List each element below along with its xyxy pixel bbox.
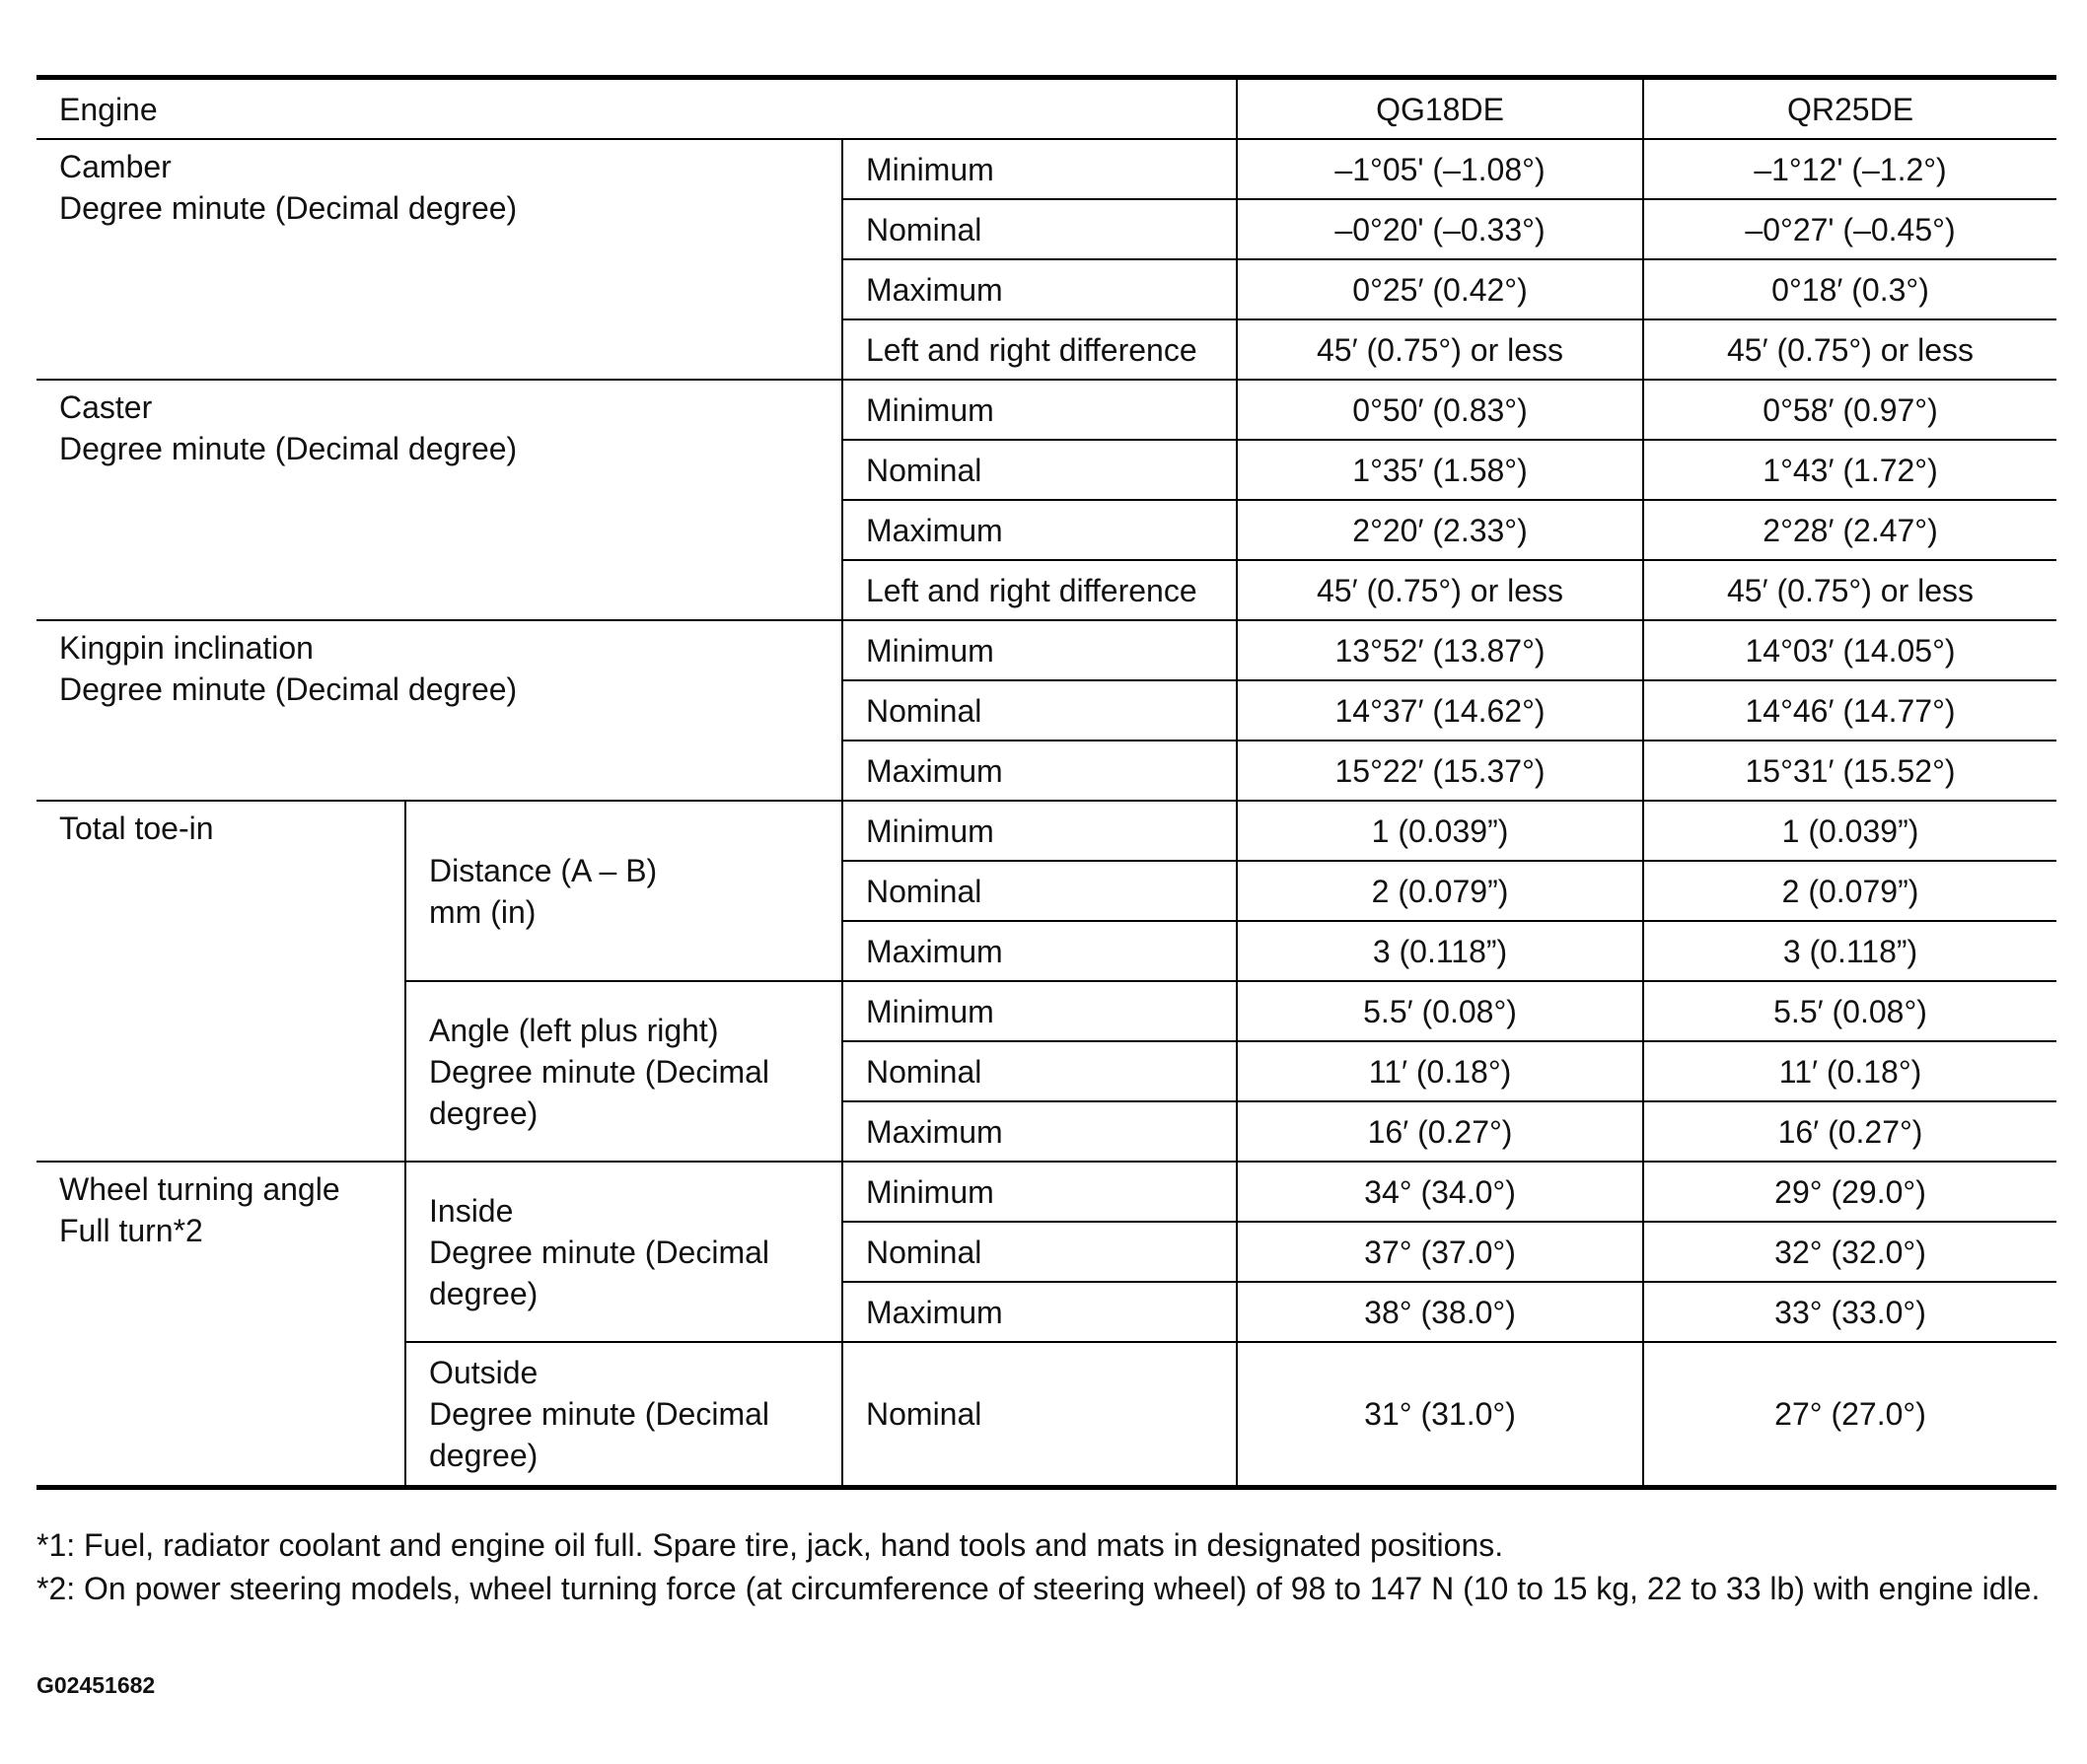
caster-maximum-qr: 2°28′ (2.47°) <box>1643 500 2056 560</box>
wheel-turning-label: Wheel turning angle <box>59 1171 340 1207</box>
caster-label-cell <box>36 380 842 620</box>
toe-distance-row-min <box>36 801 2056 861</box>
kingpin-maximum-label: Maximum <box>842 741 1237 801</box>
toe-distance-maximum-qr: 3 (0.118”) <box>1643 921 2056 981</box>
camber-maximum-label: Maximum <box>842 259 1237 319</box>
camber-maximum-qr: 0°18′ (0.3°) <box>1643 259 2056 319</box>
toe-distance-label: Distance (A – B) <box>429 852 658 888</box>
camber-difference-qr: 45′ (0.75°) or less <box>1643 319 2056 380</box>
caster-minimum-label: Minimum <box>842 380 1237 440</box>
kingpin-nominal-qg: 14°37′ (14.62°) <box>1237 680 1643 741</box>
footnote-1: *1: Fuel, radiator coolant and engine oil full. Spare tire, jack, hand tools and mats in designated positions. <box>36 1527 1504 1563</box>
engine-qr25de-header: QR25DE <box>1643 78 2056 140</box>
kingpin-nominal-qr: 14°46′ (14.77°) <box>1643 680 2056 741</box>
toe-distance-minimum-qr: 1 (0.039”) <box>1643 801 2056 861</box>
toe-angle-nominal-qg: 11′ (0.18°) <box>1237 1041 1643 1101</box>
toe-angle-maximum-label: Maximum <box>842 1101 1237 1162</box>
camber-difference-qg: 45′ (0.75°) or less <box>1237 319 1643 380</box>
camber-nominal-qr: –0°27' (–0.45°) <box>1643 199 2056 259</box>
toe-angle-minimum-qr: 5.5′ (0.08°) <box>1643 981 2056 1041</box>
kingpin-row-min <box>36 620 2056 680</box>
wheel-inside-nominal-qg: 37° (37.0°) <box>1237 1222 1643 1282</box>
image-id-label: G02451682 <box>36 1672 156 1698</box>
toe-angle-label-cell <box>405 981 842 1162</box>
camber-nominal-label: Nominal <box>842 199 1237 259</box>
wheel-inside-maximum-qg: 38° (38.0°) <box>1237 1282 1643 1342</box>
toe-angle-unit-line1: Degree minute (Decimal <box>429 1053 770 1090</box>
wheel-inside-unit-line1: Degree minute (Decimal <box>429 1234 770 1270</box>
caster-row-min <box>36 380 2056 440</box>
caster-maximum-qg: 2°20′ (2.33°) <box>1237 500 1643 560</box>
toe-angle-maximum-qg: 16′ (0.27°) <box>1237 1101 1643 1162</box>
caster-nominal-qg: 1°35′ (1.58°) <box>1237 440 1643 500</box>
kingpin-label-cell <box>36 620 842 801</box>
wheel-inside-label-cell <box>405 1162 842 1342</box>
kingpin-maximum-qr: 15°31′ (15.52°) <box>1643 741 2056 801</box>
wheel-inside-minimum-qr: 29° (29.0°) <box>1643 1162 2056 1222</box>
toe-angle-minimum-label: Minimum <box>842 981 1237 1041</box>
wheel-outside-unit-line1: Degree minute (Decimal <box>429 1395 770 1432</box>
wheel-inside-row-min <box>36 1162 2056 1222</box>
caster-difference-qr: 45′ (0.75°) or less <box>1643 560 2056 620</box>
toe-distance-unit: mm (in) <box>429 893 537 930</box>
toe-distance-maximum-label: Maximum <box>842 921 1237 981</box>
kingpin-unit-label: Degree minute (Decimal degree) <box>59 671 518 707</box>
toe-distance-nominal-qg: 2 (0.079”) <box>1237 861 1643 921</box>
toe-distance-minimum-qg: 1 (0.039”) <box>1237 801 1643 861</box>
toe-distance-nominal-qr: 2 (0.079”) <box>1643 861 2056 921</box>
toe-angle-minimum-qg: 5.5′ (0.08°) <box>1237 981 1643 1041</box>
camber-row-min <box>36 139 2056 199</box>
wheel-turning-label-cell <box>36 1162 405 1487</box>
wheel-outside-unit-line2: degree) <box>429 1437 539 1473</box>
caster-minimum-qr: 0°58′ (0.97°) <box>1643 380 2056 440</box>
wheel-inside-unit-line2: degree) <box>429 1275 539 1311</box>
toe-distance-minimum-label: Minimum <box>842 801 1237 861</box>
wheel-outside-nominal-label: Nominal <box>842 1342 1237 1487</box>
toe-angle-label: Angle (left plus right) <box>429 1012 719 1048</box>
camber-nominal-qg: –0°20' (–0.33°) <box>1237 199 1643 259</box>
toe-in-label: Total toe-in <box>59 811 214 846</box>
camber-difference-label: Left and right difference <box>842 319 1237 380</box>
caster-difference-qg: 45′ (0.75°) or less <box>1237 560 1643 620</box>
caster-difference-label: Left and right difference <box>842 560 1237 620</box>
wheel-inside-minimum-label: Minimum <box>842 1162 1237 1222</box>
wheel-inside-nominal-qr: 32° (32.0°) <box>1643 1222 2056 1282</box>
caster-label: Caster <box>59 389 153 425</box>
caster-nominal-qr: 1°43′ (1.72°) <box>1643 440 2056 500</box>
alignment-spec-table <box>36 75 2056 1490</box>
toe-distance-nominal-label: Nominal <box>842 861 1237 921</box>
camber-minimum-label: Minimum <box>842 139 1237 199</box>
camber-label-cell <box>36 139 842 380</box>
wheel-turning-full-turn-label: Full turn*2 <box>59 1213 203 1248</box>
wheel-inside-maximum-label: Maximum <box>842 1282 1237 1342</box>
wheel-outside-label: Outside <box>429 1354 539 1390</box>
header-row <box>36 78 2056 140</box>
footnote-2: *2: On power steering models, wheel turning force (at circumference of steering wheel) of 98 to 147 N (10 to 15 kg, 22 to 33 lb) with engine idle. <box>36 1571 2041 1606</box>
engine-label: Engine <box>36 78 1237 140</box>
camber-maximum-qg: 0°25′ (0.42°) <box>1237 259 1643 319</box>
caster-nominal-label: Nominal <box>842 440 1237 500</box>
caster-maximum-label: Maximum <box>842 500 1237 560</box>
kingpin-nominal-label: Nominal <box>842 680 1237 741</box>
kingpin-minimum-qr: 14°03′ (14.05°) <box>1643 620 2056 680</box>
footnotes <box>36 1523 2056 1610</box>
wheel-inside-label: Inside <box>429 1192 514 1229</box>
camber-minimum-qr: –1°12' (–1.2°) <box>1643 139 2056 199</box>
engine-qg18de-header: QG18DE <box>1237 78 1643 140</box>
wheel-inside-nominal-label: Nominal <box>842 1222 1237 1282</box>
wheel-inside-maximum-qr: 33° (33.0°) <box>1643 1282 2056 1342</box>
wheel-outside-label-cell <box>405 1342 842 1487</box>
kingpin-minimum-qg: 13°52′ (13.87°) <box>1237 620 1643 680</box>
camber-label: Camber <box>59 149 172 184</box>
wheel-outside-nominal-qg: 31° (31.0°) <box>1237 1342 1643 1487</box>
camber-minimum-qg: –1°05' (–1.08°) <box>1237 139 1643 199</box>
caster-unit-label: Degree minute (Decimal degree) <box>59 431 518 466</box>
toe-in-label-cell <box>36 801 405 1162</box>
kingpin-minimum-label: Minimum <box>842 620 1237 680</box>
toe-distance-label-cell <box>405 801 842 981</box>
toe-angle-unit-line2: degree) <box>429 1094 539 1131</box>
toe-angle-maximum-qr: 16′ (0.27°) <box>1643 1101 2056 1162</box>
toe-distance-maximum-qg: 3 (0.118”) <box>1237 921 1643 981</box>
wheel-outside-nominal-qr: 27° (27.0°) <box>1643 1342 2056 1487</box>
toe-angle-nominal-label: Nominal <box>842 1041 1237 1101</box>
toe-angle-nominal-qr: 11′ (0.18°) <box>1643 1041 2056 1101</box>
camber-unit-label: Degree minute (Decimal degree) <box>59 190 518 226</box>
caster-minimum-qg: 0°50′ (0.83°) <box>1237 380 1643 440</box>
kingpin-maximum-qg: 15°22′ (15.37°) <box>1237 741 1643 801</box>
kingpin-label: Kingpin inclination <box>59 630 314 666</box>
wheel-inside-minimum-qg: 34° (34.0°) <box>1237 1162 1643 1222</box>
